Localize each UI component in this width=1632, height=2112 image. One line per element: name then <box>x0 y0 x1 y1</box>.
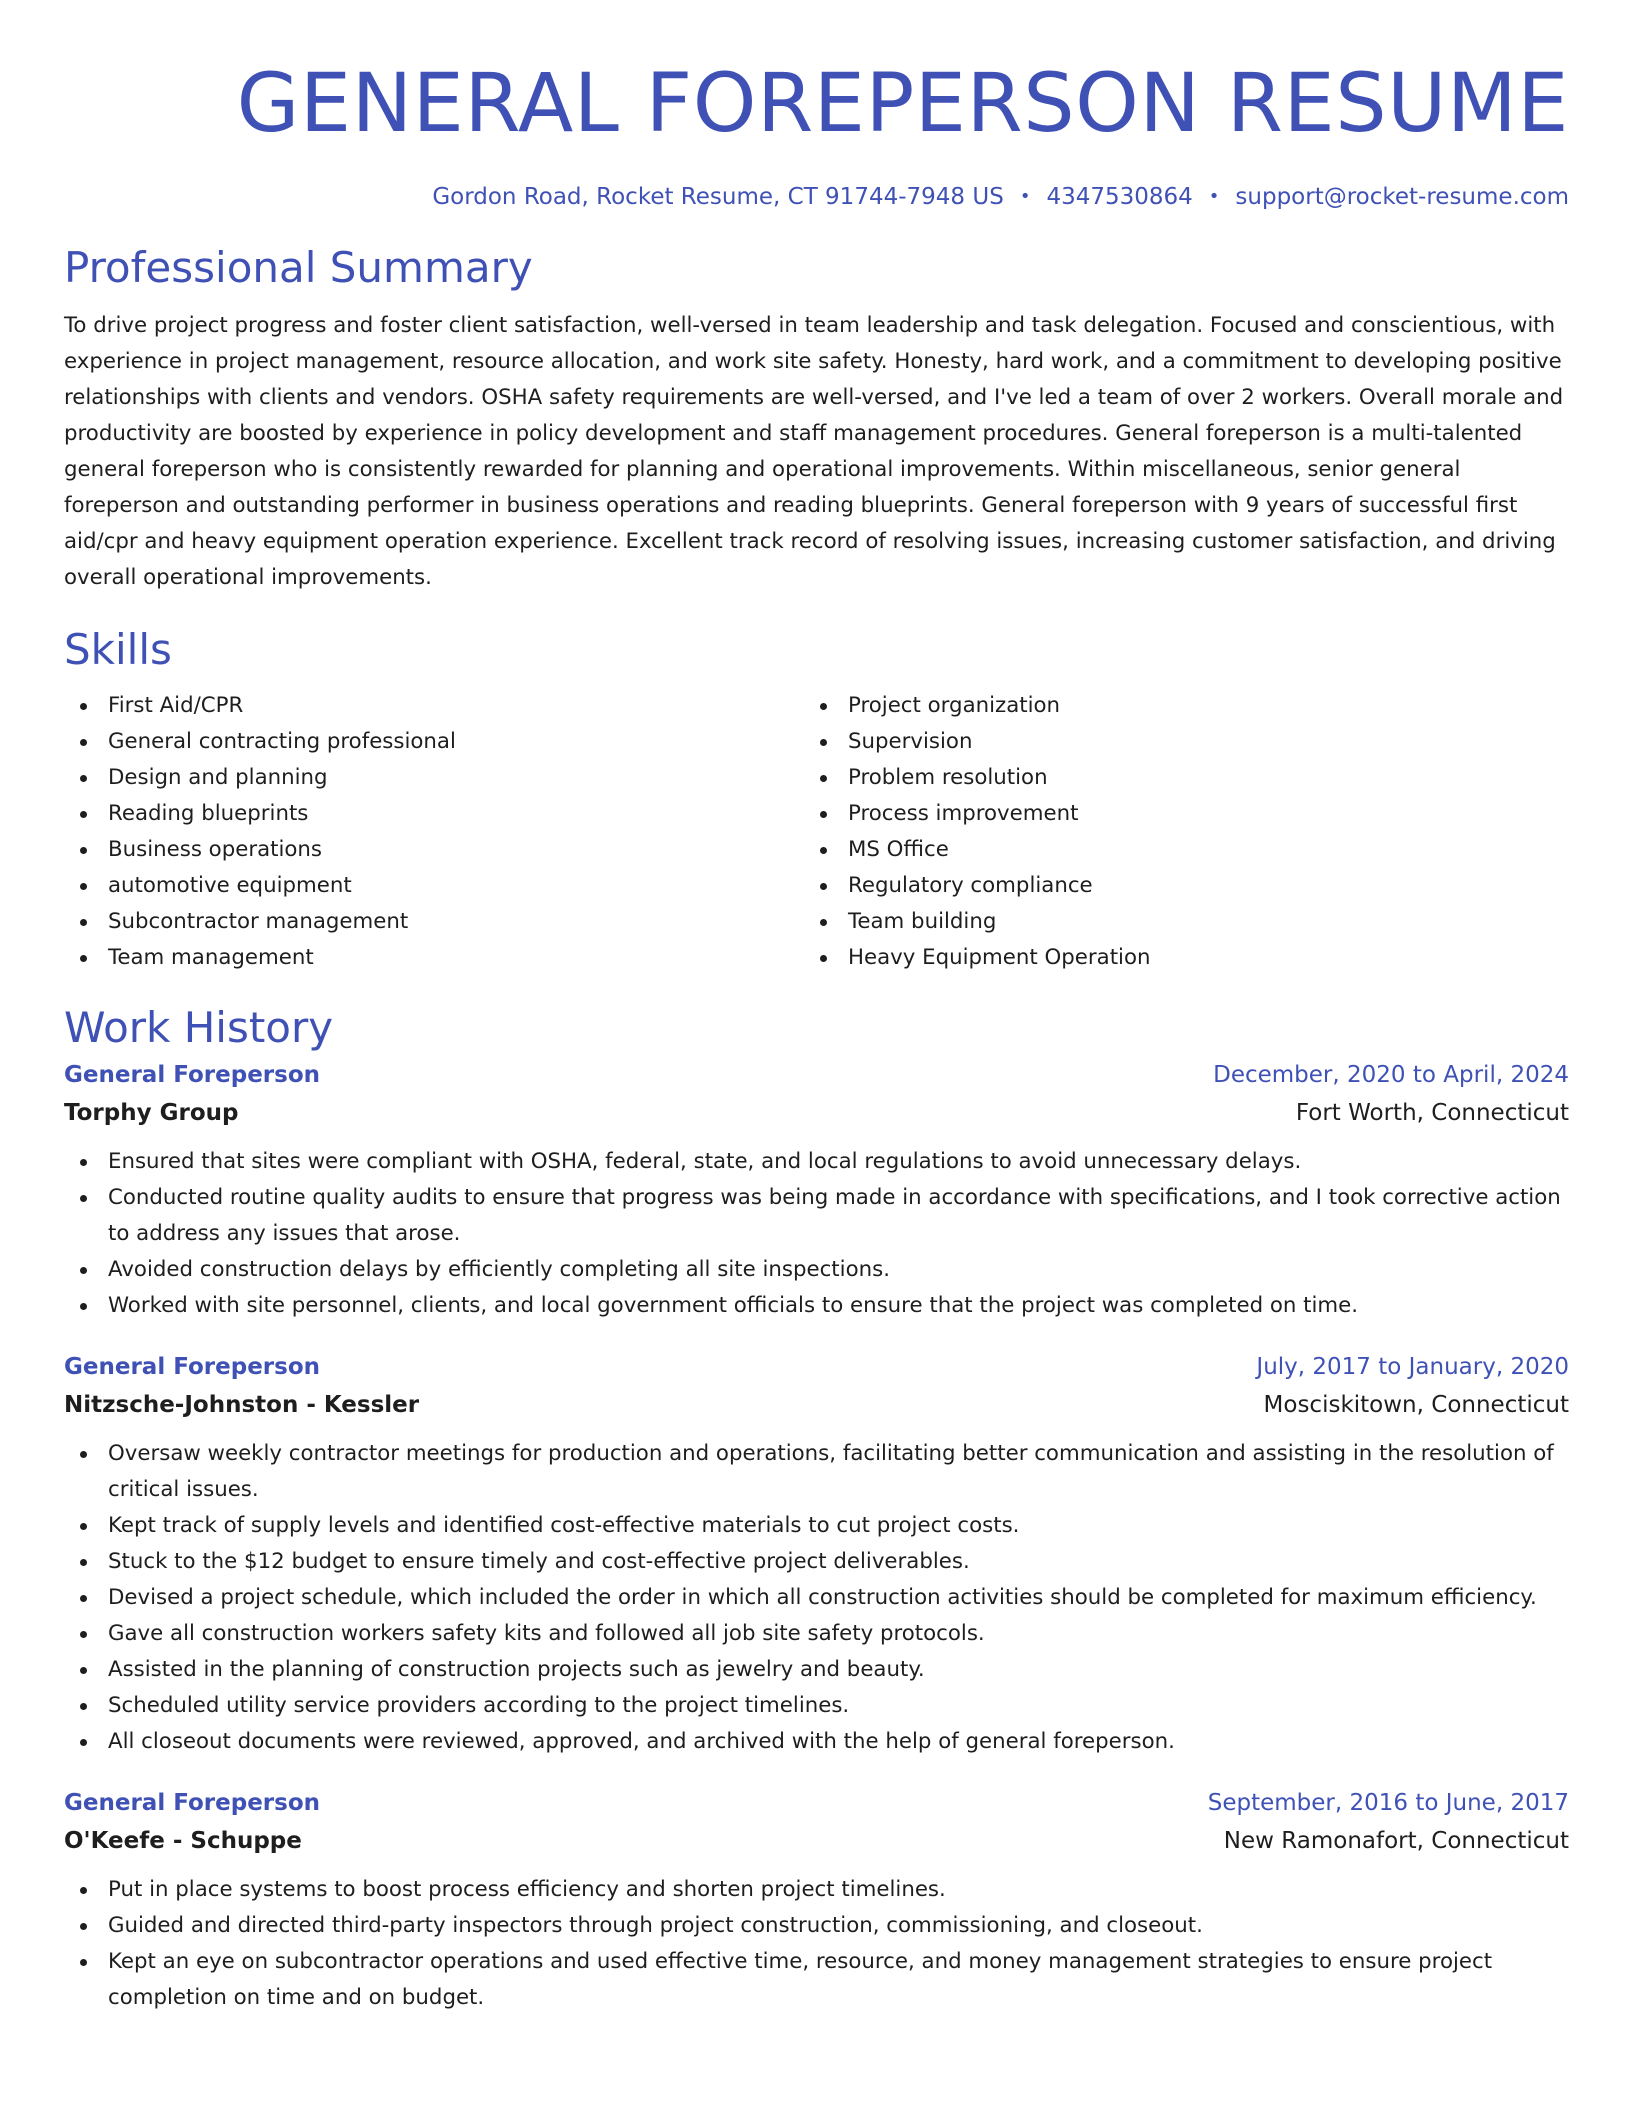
job-bullet: Kept an eye on subcontractor operations and used effective time, resource, and money management strategies to ensure project completion on time and on budget. <box>64 1944 1569 2016</box>
job-header <box>64 1348 1569 1386</box>
job-dates: December, 2020 to April, 2024 <box>1213 1062 1569 1088</box>
job-bullet: Assisted in the planning of construction projects such as jewelry and beauty. <box>64 1652 1569 1688</box>
contact-separator: • <box>1019 186 1031 207</box>
contact-line <box>64 182 1569 212</box>
job-bullet: Scheduled utility service providers according to the project timelines. <box>64 1688 1569 1724</box>
skill-item: Business operations <box>64 832 804 868</box>
skill-item: Team building <box>804 904 1544 940</box>
section-title-summary: Professional Summary <box>64 243 533 292</box>
skill-item: MS Office <box>804 832 1544 868</box>
section-title-work-history: Work History <box>64 1003 334 1052</box>
job-bullet: Oversaw weekly contractor meetings for production and operations, facilitating better communication and assisting in the resolution of critical issues. <box>64 1436 1569 1508</box>
job-subheader <box>64 1386 1569 1424</box>
skills-column-right <box>804 688 1544 976</box>
section-title-skills: Skills <box>64 625 172 674</box>
job-company: Torphy Group <box>64 1100 239 1126</box>
skill-item: Regulatory compliance <box>804 868 1544 904</box>
job-location: Fort Worth, Connecticut <box>1295 1100 1569 1126</box>
skills-list <box>64 688 1569 976</box>
skill-item: Design and planning <box>64 760 804 796</box>
job-bullet: Gave all construction workers safety kits and followed all job site safety protocols. <box>64 1616 1569 1652</box>
job-header <box>64 1784 1569 1822</box>
job-bullet: Worked with site personnel, clients, and local government officials to ensure that the project was completed on time. <box>64 1288 1569 1324</box>
job-bullet: Put in place systems to boost process efficiency and shorten project timelines. <box>64 1872 1569 1908</box>
job-dates: July, 2017 to January, 2020 <box>1256 1354 1569 1380</box>
skill-item: Project organization <box>804 688 1544 724</box>
job-entry <box>64 1784 1569 2016</box>
job-title: General Foreperson <box>64 1354 320 1380</box>
job-bullets <box>64 1872 1569 2016</box>
contact-phone: 4347530864 <box>1046 184 1193 210</box>
job-bullet: Kept track of supply levels and identified cost-effective materials to cut project costs. <box>64 1508 1569 1544</box>
job-location: New Ramonafort, Connecticut <box>1223 1828 1569 1854</box>
job-title: General Foreperson <box>64 1062 320 1088</box>
job-subheader <box>64 1822 1569 1860</box>
skill-item: General contracting professional <box>64 724 804 760</box>
skill-item: Problem resolution <box>804 760 1544 796</box>
skill-item: Reading blueprints <box>64 796 804 832</box>
job-bullet: Conducted routine quality audits to ensure that progress was being made in accordance with specifications, and I took corrective action to address any issues that arose. <box>64 1180 1569 1252</box>
job-entry <box>64 1348 1569 1760</box>
job-bullet: Stuck to the $12 budget to ensure timely and cost-effective project deliverables. <box>64 1544 1569 1580</box>
skill-item: Heavy Equipment Operation <box>804 940 1544 976</box>
job-bullet: Ensured that sites were compliant with OSHA, federal, state, and local regulations to avoid unnecessary delays. <box>64 1144 1569 1180</box>
job-subheader <box>64 1094 1569 1132</box>
job-location: Mosciskitown, Connecticut <box>1263 1392 1569 1418</box>
skill-item: Subcontractor management <box>64 904 804 940</box>
job-company: Nitzsche-Johnston - Kessler <box>64 1392 420 1418</box>
contact-email[interactable]: support@rocket-resume.com <box>1235 184 1569 210</box>
job-company: O'Keefe - Schuppe <box>64 1828 302 1854</box>
skill-item: Supervision <box>804 724 1544 760</box>
work-history-list <box>64 1056 1569 2016</box>
job-bullet: All closeout documents were reviewed, approved, and archived with the help of general foreperson. <box>64 1724 1569 1760</box>
contact-address: Gordon Road, Rocket Resume, CT 91744-7948 US <box>432 184 1004 210</box>
job-bullet: Guided and directed third-party inspectors through project construction, commissioning, and closeout. <box>64 1908 1569 1944</box>
skill-item: automotive equipment <box>64 868 804 904</box>
skill-item: Team management <box>64 940 804 976</box>
skill-item: First Aid/CPR <box>64 688 804 724</box>
job-bullets <box>64 1436 1569 1760</box>
job-entry <box>64 1056 1569 1324</box>
job-title: General Foreperson <box>64 1790 320 1816</box>
contact-separator: • <box>1208 186 1220 207</box>
skills-column-left <box>64 688 804 976</box>
job-dates: September, 2016 to June, 2017 <box>1207 1790 1569 1816</box>
job-bullet: Devised a project schedule, which included the order in which all construction activities should be completed for maximum efficiency. <box>64 1580 1569 1616</box>
summary-text: To drive project progress and foster client satisfaction, well-versed in team leadership and task delegation. Focused and conscientious, with experience in project management, resource allocation, and work site safety. Honesty, hard work, and a commitment to developing positive relationships with clients and vendors. OSHA safety requirements are well-versed, and I've led a team of over 2 workers. Overall morale and productivity are boosted by experience in policy development and staff management procedures. General foreperson is a multi-talented general foreperson who is consistently rewarded for planning and operational improvements. Within miscellaneous, senior general foreperson and outstanding performer in business operations and reading blueprints. General foreperson with 9 years of successful first aid/cpr and heavy equipment operation experience. Excellent track record of resolving issues, increasing customer satisfaction, and driving overall operational improvements. <box>64 313 1564 590</box>
skill-item: Process improvement <box>804 796 1544 832</box>
resume-title: GENERAL FOREPERSON RESUME <box>236 57 1569 151</box>
job-header <box>64 1056 1569 1094</box>
job-bullets <box>64 1144 1569 1324</box>
job-bullet: Avoided construction delays by efficiently completing all site inspections. <box>64 1252 1569 1288</box>
